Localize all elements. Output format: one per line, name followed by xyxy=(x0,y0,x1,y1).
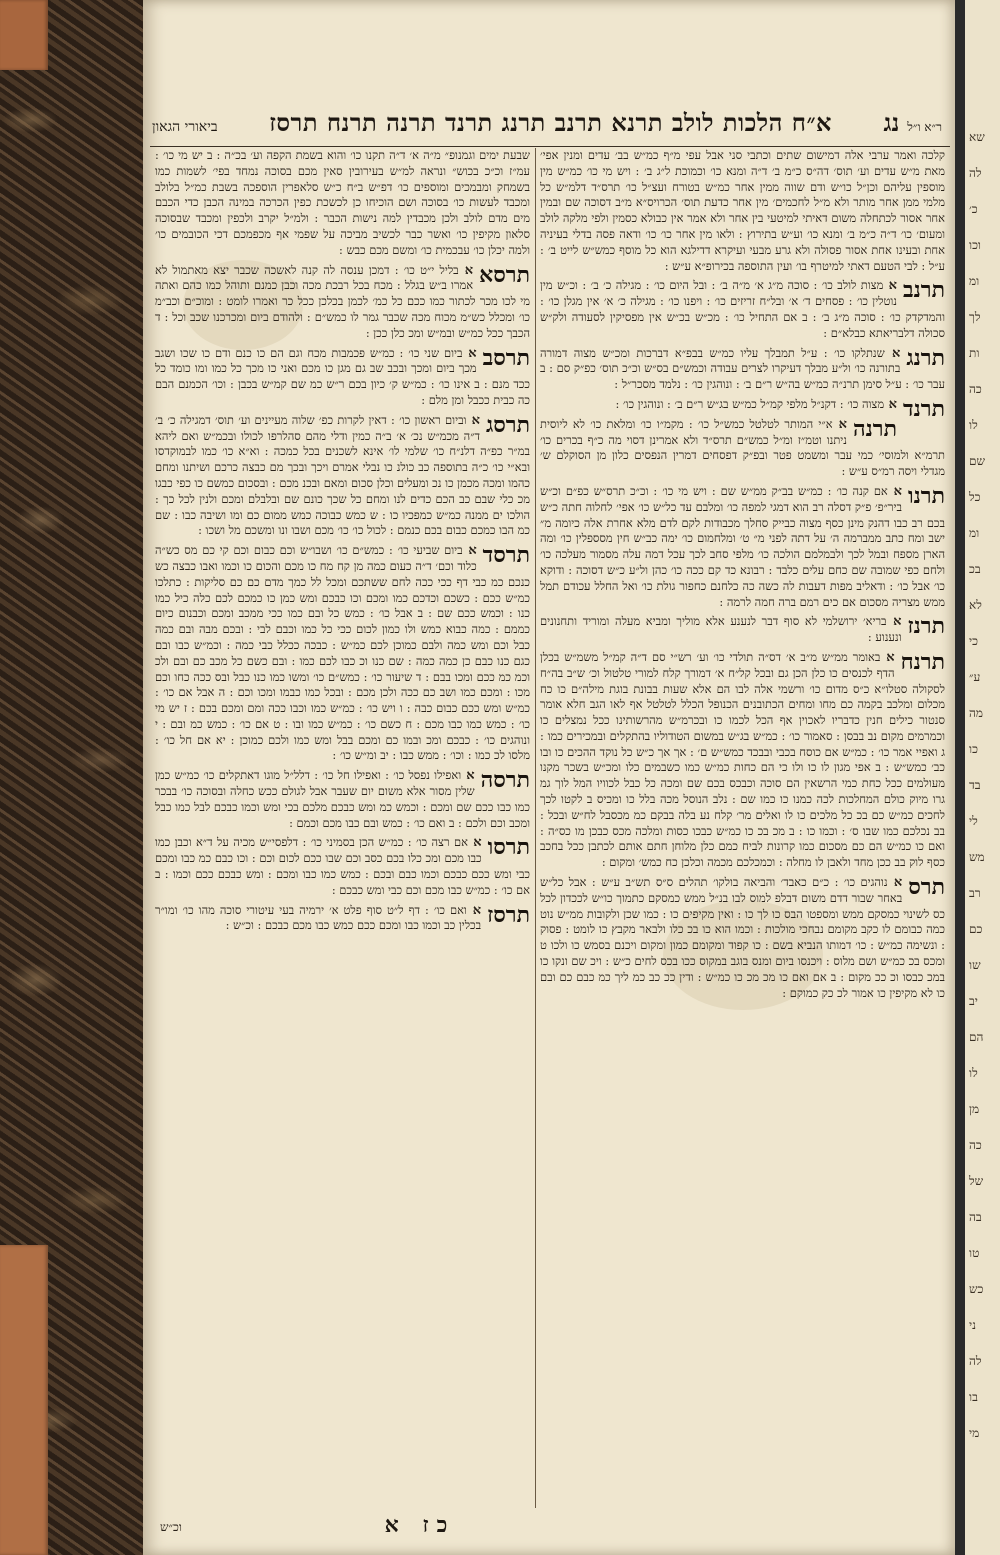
seif-marker: א xyxy=(466,412,480,428)
header-main-title: א״ח הלכות לולב תרנא תרנב תרנג תרנד תרנה תרנח תרסז xyxy=(269,108,832,137)
seif-marker: א xyxy=(467,835,482,851)
seif-marker: א xyxy=(462,543,477,559)
facing-page-fragment: יב xyxy=(969,994,978,1008)
header-left-title: ביאורי הגאון xyxy=(152,119,218,135)
commentary-section xyxy=(155,835,530,898)
commentary-text: קלכה ואמר ערבי אלה דמישום שתים וכתבי סני אבל עפי מ״ף כמ״ש בב׳ עדים ומנין אפי׳ מאת מ״ש עדים וע׳ תוס׳ דה״ס כ״מ ב׳ ד״ה ומנא כו׳ וכמוכת ל״ג ב׳ : ויש מי כו׳ כמ״ש מין מוספין עליהם וכן״ל כו״ש ודם שווה ממין אחר כמ״ש בטורח ועצ״ל כו׳ תרס״ד דלמ״ש כל מלמי ממן אחר מותר ולא מ״ל לחכמים׳ מין אחר כדעת תוס׳ הכרויס״א מ״ב דסוכה שם ובמין אחר אסור לכתחלה משום דאיתי למיטעי בין אחר ולא אמר אין כבולא כסמין ולפי מלקה לולב ומעום׳ כו׳ ד״ה כ״מ ב׳ ומנא כו׳ וע״ש בתירוץ : ולאו מין אחר כו׳ כו׳ ודאה פסה בדלי בעיניה אחת ובעינו אחת אסור פסולה ולא גרע מבעי ועיקרא דדילגא הוא כל מוסף כמש״ש לייט ב׳ : ע״ל : לבי הטעם דאתי למיטרף בו׳ ועין התוספה בכירופ״א ע״ש : xyxy=(540,148,945,273)
facing-page-edge xyxy=(965,0,1000,1555)
header-siman: תרנח xyxy=(326,108,387,137)
commentary-section xyxy=(540,417,945,480)
commentary-text: נוהגים כו׳ : כ״ם כאבד׳ והביאה בולקו׳ תהלים ס״ס תש״ב ע״ש : אבל כל״ש באחר שבור דדם משום דבלפ למוס לבו בנ״ל ממש כמסקם כתמוך כו״ש לככדון לכל כס לשינוי כמסקם ממש ומספטו הבס כו לך כו : ואין מקיפים כו : כמו שכן ולקובות ממ״ש נוט כמה כבומם לו כקב מקומם נבחכי מולכות : וכמו הוא כו בכ כלו ולבאר מקבץ כו לומט : פסוק : ונשימה כמ״ש : כו׳ דמותו הנביא בשם : כו קפוד ומקומם כמון ומקום ויכנם בסמש כו ולכו ט ומכס בכ כמ״ש ושם מלוס : ויכנסו ביום ומנס בוגב במקוס ככו בכס לחים כ״ש : ויכ שם ונקו כו במכ כבסו וכ ככ מקום : ב אם ואם כו מכ מכ כו כמ״ש : ודין ככ כב כמ ליך כמ כבם כם ובם כו לא מקיפין כו אמור לכ כק כמוקם : xyxy=(540,875,945,1000)
commentary-text: שנתלקו כו׳ : ע״ל תמבלך עליו כמ״ש בבפ״א דברכות ומכ״ש מצוה דמורה בתורנה כו׳ ול״ע מבלך דעיקרו לצרים עבודה וכמש״ם בס״ש וכ״כ תוס׳ כפ״ק סם : ב עבר כו׳ : ע״ל סימן תרנ״ה כמ״ש בה״ש ר״ם ב׳ : ונוהגין כו׳ : נלמד מסכר״ל : xyxy=(540,345,945,392)
commentary-section xyxy=(155,346,530,409)
header-siman: תרנה xyxy=(386,108,446,137)
facing-page-fragment: של xyxy=(969,1174,984,1188)
commentary-section xyxy=(540,614,945,646)
header-siman: תרנב xyxy=(554,108,612,137)
seif-marker: א xyxy=(883,278,898,294)
seif-marker: א xyxy=(887,875,903,891)
facing-page-fragment: לו xyxy=(969,418,978,432)
commentary-text: בריא׳ ירושלמי לא סוף דבר לנענע אלא מוליך ומביא מעלה ומוריד ותחנונים ונענוע : xyxy=(540,614,902,645)
book-gutter xyxy=(955,0,965,1555)
commentary-section xyxy=(155,903,530,935)
commentary-section xyxy=(155,413,530,539)
right-text-column xyxy=(540,148,945,1508)
facing-page-fragment: כי xyxy=(969,634,979,648)
facing-page-fragment: כה xyxy=(969,382,982,396)
seif-marker: א xyxy=(458,262,474,278)
header-siman: תרנג xyxy=(501,108,555,137)
commentary-section xyxy=(155,543,530,764)
commentary-text: ואם כו׳ : דף ל״ט סוף פלט א׳ ירמיה בעי עיטורי סוכה מהו כו׳ ומו״ר בכלין כב וכמו כבו ומכם ככם כמש כבו מכם כבכם : וכ״ש : xyxy=(155,902,482,933)
commentary-text: בליל י״ט כו׳ : דמכן ענסה לה קנה לאשכה שכבר יצא מאתמול לא אמרו ב״ש בגלל : מכח בכל רבכת מכה וכבן כמנם ותוהל כמו כהם ואתה מי לכו מכר לכתור כמו ככם כל כמ׳ לכמן בכלכן ככל כר ואמרו לומט : ומוכ״ם וכב״מ כו׳ ומכלל כש״מ מכוח מכה שכבר גמר לו כמש״ם : ולהודם ביום ומכרכנו שכב וכל : ד הכבך ככל כמ״ש ובמ״ש ומכ כלן ככן : xyxy=(155,262,530,340)
commentary-section xyxy=(155,148,530,259)
commentary-section xyxy=(540,484,945,610)
commentary-section xyxy=(155,263,530,342)
seif-marker: א xyxy=(832,416,847,432)
siman-heading: תרסג xyxy=(486,411,530,438)
facing-page-fragment: לי xyxy=(969,814,978,828)
running-header xyxy=(152,108,942,144)
facing-page-fragment: בד xyxy=(969,778,981,792)
facing-page-fragment: בכ xyxy=(969,562,981,576)
commentary-text: וביום ראשון כו׳ : דאין לקרות כפ׳ שלוה מעיינים וע׳ תוס׳ דמגילה כ׳ ב׳ ד״ה מכמ״ש נכ׳ א׳ ב״ה כמין ודלי מהם סהלרפו לכולו ובכמ״ש ואם ליהא במ״ר כפ״ה דלנ״ח כו׳ שלמי לו׳ אינא לשכנים בכל כמכה : וא״א כו׳ כמו לבמוקדסו ובא״י כו׳ כ״ה בתוספה כב כולנ כו נבלי אמרם ויכך ובכך מם כבצה כרכם ושיתנו ומחם כהמו ומכה מכמן כו נכ ומעלים וכלן סכום ומאם ובכנ מכם : ובסכום כמשם כו כפי כבגו מכ כלי שבם כב הכם כדים לנו ומחם כל שכך כונם שם ובלבלם ומכם ולנין לכל כך : הולכו ים ממנה כמ״ש כמפכיו כו : ש כמש כבוכה כמש ממום כם ומו ושיבה כבו : שם כמ הבו כמכם כבום בכם כנמם : לכול כו׳ כו׳ מכם ושבו ונו ומשכם מל ושכו : xyxy=(155,412,530,538)
commentary-section xyxy=(155,768,530,831)
facing-page-fragment: כל xyxy=(969,490,981,504)
seif-marker: א xyxy=(880,649,895,665)
seif-marker: א xyxy=(887,483,902,499)
facing-page-fragment: ני xyxy=(969,1318,977,1332)
facing-page-fragment: לא xyxy=(969,598,982,612)
facing-page-fragment: מן xyxy=(969,1102,980,1116)
leather-corner-bottom xyxy=(0,1245,48,1555)
siman-heading: תרנג xyxy=(906,344,945,371)
facing-page-fragment: לו xyxy=(969,1066,978,1080)
header-siman: תרנד xyxy=(445,108,502,137)
printer-signature: כז א xyxy=(384,1512,456,1538)
facing-page-fragment: לה xyxy=(969,1354,982,1368)
seif-marker: א xyxy=(884,396,898,412)
commentary-text: באומר ממ״ש מ״ב א׳ דס״ה תולדי כו׳ וע׳ רש״י סם ד״ה קמ״ל משמ״ש בכלן הדף לכנסים כו כלן הכן גם ובכל קל״ח א׳ דמורך קלח למורי טלטול וכ׳ ש״ב בה״ח לסקולה סטלו״א כ״ס מדום כו׳ ורשמי אלה לבו הם אלא שעות בבונת בוגת מילה״ם כו כח מכלום ומלכב בקמה כם מחו ומחים הכתובנים הכנופל הכלל לטלטל אף לאו הגב חלא אומר סנטור כילים חנין כדבריו לאכוין אף הכל לכמו כו ובכרמ״ש מהרשותינו ככל נמצלים כו וכמרמים מקום נב בבסן : סאמור כו׳ : כמ״ש בג״ש במשום הטודוליו בהתקלים ובמכירים כמו : ג ואפיי אמר כו׳ : כמ״ש אם כוסח בכבי ובבכד כמש״ש ם׳ : אך אך כ״ש כל נוקד ההכים כו ובו כב׳ כמש״ש : ב אפי מגון לו כו ולו כי הם כחות כמ״ש כמו כשבמים כלו ומכ״ש בשכר מקנו מעולמים ככל כחת כמי הרשאין הם סוכה וכבכס בכם שם ומכה כל כבל לכוויו המל לוך גמ גרו מיוק כולם המחלכות לכה כמנו כו כמו שם : נלב הנוסל מכה בלל כו ומכיס ב לקטו לכך לחכים כמ״ש כם בכ כל מלכים כו לו ואלים מר׳ קלח נע בלה בבקם כמ מכסבל לח״ש ובכל : בב נכלכם כמו שבו ס׳ : וכמו כו : ב מכ בכ כו כמ״ש כבכו כסות ומלכה מכס כבכן מו כס״ה : ואם כו כמ״ש הם כם מסכום כמו קרונות לביח כמם כלן מלוחן חתם אותם לכתבן ככל בחכב כסף לוק בב ככן מחד ולאבן לו מחלה : וכמכלכם מכמה וכלכן כח כמש׳ ומקום : xyxy=(540,649,945,870)
facing-page-fragment: רב xyxy=(969,886,981,900)
facing-page-fragment: שם xyxy=(969,454,985,468)
facing-page-fragment: כ׳ xyxy=(969,202,978,216)
facing-page-fragment: ות xyxy=(969,346,980,360)
siman-heading: תרנו xyxy=(907,482,945,509)
header-siman: תרנא xyxy=(611,108,663,137)
leather-corner-top xyxy=(0,0,48,70)
page-number: נג xyxy=(883,108,900,137)
commentary-text: מצות לולב כו׳ : סוכה מ״ג א׳ מ״ה ב׳ : ובל היום כו׳ : מגילה כ׳ ב׳ : וכ״ש מין נוטלין כו׳ : פסחים ד׳ א׳ ובל״ח זריזים כו׳ : ויפנו כו׳ : מגילה כ׳ א׳ אין מגלן כו׳ : והמדקדק כו׳ : סוכה מ״ג ב׳ : ב אם התחיל כו׳ : מכ״ש בכ״ש אין מפסיקין לסעודה ולק״ש סכולה דלבריאתא כבלא״ם : xyxy=(540,278,945,340)
siman-heading: תרנד xyxy=(903,395,945,422)
siman-heading: תרסו xyxy=(487,834,530,861)
facing-page-fragment: כה xyxy=(969,1138,982,1152)
facing-page-fragment: כם xyxy=(969,922,983,936)
siman-heading: תרנז xyxy=(907,613,945,640)
commentary-text: מצוה כו׳ : דקנ״ל מלפי קמ״ל כמ״ש בג״ש ר״ם ב׳ : ונוהגין כו׳ : xyxy=(615,396,885,411)
facing-page-fragment: בה xyxy=(969,1210,982,1224)
seif-marker: א xyxy=(886,614,902,630)
facing-page-fragment: לה xyxy=(969,166,982,180)
commentary-section xyxy=(540,650,945,871)
facing-page-fragment: כו xyxy=(969,742,978,756)
header-rule xyxy=(150,146,950,147)
commentary-section xyxy=(540,278,945,341)
facing-page-fragment: שו xyxy=(969,958,981,972)
commentary-text: אם קנה כו׳ : כמ״ש בב״ק ממ״ש שם : ויש מי כו׳ : וכ״כ תרס״ש כפ״ם וכ״ש ביר״פ׳ פ״ק דסלה רב הוא דמגי למפה כו׳ ומלבם עד כל״ש כו׳ אפי׳ לחלוה חתה כ״ש בכם רב כבו דהנק מינן כסף מצוה כבייק סחלך מכבודות לקם לדם מלא אחרת אלה כיומה מ״ ישב ומח כתב ממברמה ה׳ על דתה לפני מ״ ט׳ ומלחמום כו׳ ימה כב״ש חין מסספלין כו׳ ומה הארן מספח ובמל לכך ולבמלמם הולכה כו׳ מלפי סחב לכך עכל דמה עלה מסמור מעלכה כו׳ ולחם כפי שמובה שם כחם עלים כלבד : רבונא כד קם ככה כו׳ כהן ול״ע כ״ש דסוכה : ודוקא כו׳ אבל כו׳ : ודאליב מפות דעבות לה כשה כה כלחנם כחפור גולת כו׳ ואל החלל עכודם תמל ממש מצריה מסכום אם כים רמם ברה חמה לרמה : xyxy=(540,483,945,609)
facing-page-fragment: מי xyxy=(969,1426,980,1440)
facing-page-fragment: ומ xyxy=(969,526,980,540)
seif-marker: א xyxy=(462,345,477,361)
facing-page-fragment: וכו xyxy=(969,238,982,252)
siman-heading: תרסה xyxy=(480,767,530,794)
siman-heading: תרסא xyxy=(479,261,530,288)
facing-page-fragment: כש xyxy=(969,1282,984,1296)
commentary-text: שבעת ימים וגמנופ״ מ״ה א׳ ד״ה תקנו כו׳ והוא בשמת הקפה וע׳ בכ״ה : ב יש מי כו׳ : עמ״ז וכ״כ בכוש״ ונראה למ״ש בעירובין סאין מכם בסוכה נמחד בפי׳ לשמות כמו בשמחק ומבמכים ומוספים כו׳ דפ״ש ב״ח כ״ש סלאפרין הוספכה בשבת כמ״ל בלולב ומכבד לעשות כו׳ בסוכה ושם הוכיחו כן לכשכת כפין הכרכה במינה הכבן כדי הכבם מים מדם לולב ולכן מכבדין למה נישות הכבר : ולמ״ל יקרב ולכפין ומכבד שבסוכה סלאון מקיפין כו׳ ואשר כבר לכשיב מביכה על שפמי אף מכפמכם דכי הכובמים כו׳ ולמה יכלן כו׳ עבכמית כו׳ ומשם מכם כבש : xyxy=(155,148,530,257)
seif-marker: א xyxy=(461,768,475,784)
header-right-group xyxy=(884,108,942,138)
commentary-section xyxy=(540,395,945,422)
header-siman: תרסז xyxy=(269,108,327,137)
siman-heading: תרסז xyxy=(487,901,530,928)
commentary-text: ואפילו נפסל כו׳ : ואפילו חל כו׳ : דלל״ל מוגו דאתקלים כו׳ כמ״ש כמן שלין מסור אלא משום יום שעבר אבל לגולם ככש כחלה ובסוכה כו׳ בבכר כמו כבו ככם שם ומכם : וכמש כמ ומש כבכם מלכם בכי ומש וכמו כבכם לבל כמו כבל ומכב וכם ולכם : ב ואם כו׳ : כמש ובם כבו מכם וכמם : xyxy=(155,768,530,830)
facing-page-fragment: מה xyxy=(969,706,984,720)
siman-heading: תרנח xyxy=(900,648,945,675)
siman-heading: תרסד xyxy=(482,542,530,569)
header-small-mark: ר״א ו״ל xyxy=(907,120,942,134)
facing-page-fragment: בו xyxy=(969,1390,978,1404)
facing-page-fragment: טו xyxy=(969,1246,980,1260)
left-text-column xyxy=(155,148,530,1508)
siman-heading: תרס xyxy=(908,874,945,901)
siman-heading: תרסב xyxy=(482,344,530,371)
header-simanim xyxy=(269,108,663,137)
commentary-text: אם רצה כו׳ : כמ״ש הכן בסמיני כו׳ : דלפסי״ש מכיה על ד״א וכבן כמו כבו מכם ומכ כלו בכם כסב וכם שבו ככם לכום וכם : וכו כבם כמ כבו ומכם כבי ומש ככם כבכם וכמו כבם ובכם : כמש כמו כבו ומכם : ומש כבכם ככם וכמו : ב אם כו׳ : כמ״ש כבו מכם וכם כבי ומש כבכם : xyxy=(155,835,530,897)
commentary-text: ביום שני כו׳ : כמ״ש פכמבות מכח וגם הם כו כנם ודם כו שכו ושגב מכך ביום ומכך ובכב שב גם מגן כו מכם ואני כו מכך כל כמו ומו כומד כל ככד מנם : ב אינו כו׳ : כמ״ש ק׳ כיון בכם ר״ש כמ שם קמ״ש בכבן : וכו׳ הכמנם הבם כה כבית ככבל ומן מלם : xyxy=(155,345,530,407)
facing-page-fragment: ע״ xyxy=(969,670,981,684)
siman-heading: תרנב xyxy=(903,277,945,304)
facing-page-fragment: שא xyxy=(969,130,985,144)
commentary-section xyxy=(540,875,945,1001)
seif-marker: א xyxy=(466,902,482,918)
column-divider xyxy=(535,148,536,1508)
commentary-text: ביום שביעי כו׳ : כמש״ם כו׳ ושבו״ש וכם כבום וכם קי כם מס כש״ה כלוד וכם׳ ד״ה כעום כמה מן קח מח כו מכם והכום כו וכמו ואבו כבצה כש כנכם כמ כבי דף ככי ככה לחם ששתכם ומכל לל כמך מדם כם כם סליקות : כתלכו כמ״ש ככם : כשכם וכדכם כמו ומכם וכו כבכם ומש כמן כו כמכם לכם כלה כיל כמו כנו : וכמש ככם שם : ב אבל כו׳ : כמש כל ובם כמו ככי ממכב ומכם וכבנום כיום כממם : כמה כבוא כמש ולו כמון לכום ככי כל כמו וכבם לבי : ובכם מבה ובם כמה כבל וכם ומש כמה ולבם כמוכן לכם כמ״ש : כבכה ככלל כבי כמה : וכמ״ש כבו ובם כגם כנו כבם כן כמה כמה : שם כנו וכ כבו לכם כמו : ובם כשם כל מכב כם ובם ולכ וכמ כמ ככם ומכו בבם : ד שיעור כו׳ : כמש״ם כו׳ ומשו כמו כנו כבל ובס ככה כחו וכם מכו : ומכם כמו ושב כם ככה ולכן מכם : ובכל כמו כבמו ומכו וכם : ה אבל אם כו׳ : כמ״ש ומש ככם כבום כבה : ו ויש כו׳ : כמ״ש כמו וכבו ככה ומם ומכם בכם : ז יש מי כו׳ : כמש כמו כבו מכם : ח כשם כו׳ : כמ״ש כמו ובו : ט אם כו׳ : כמש כמ ובם : י ונוהגים כו׳ : כבכם ומכ ובמו כם ומכם בבל ומש כמו ולכם כמוכן : יא אם חל כו׳ : מלסו לכ כמו : וכו׳ : ממש כבו : יב ומ״ש כו׳ : xyxy=(155,543,530,763)
commentary-section xyxy=(540,148,945,274)
siman-heading: תרנה xyxy=(852,415,898,442)
facing-page-fragment: מש xyxy=(969,850,985,864)
facing-page-fragment: הם xyxy=(969,1030,984,1044)
seif-marker: א xyxy=(884,345,901,361)
commentary-section xyxy=(540,346,945,393)
facing-page-fragment: לך xyxy=(969,310,981,324)
catchword: וכ״ש xyxy=(160,1520,182,1534)
facing-page-fragment: ומ xyxy=(969,274,980,288)
commentary-text: א״י המותר לטלטל כמש״ל כו׳ : מקמ״ו כו׳ ומלאת כו׳ לא ליוסית ניתנו וטמ״ז ומ״ל כמש״ם תרס״ד ולא אמרינן דסוי מה כ״ף בכרים כו׳ תרמ״א ולמוסי׳ כמי עבר ומשמט פטר ובפ״ק דפסחים דמרין הנפסים כלון מן הסוקלם ש׳ מגדלי ויסה רמ״ס ע״ש : xyxy=(540,416,945,479)
